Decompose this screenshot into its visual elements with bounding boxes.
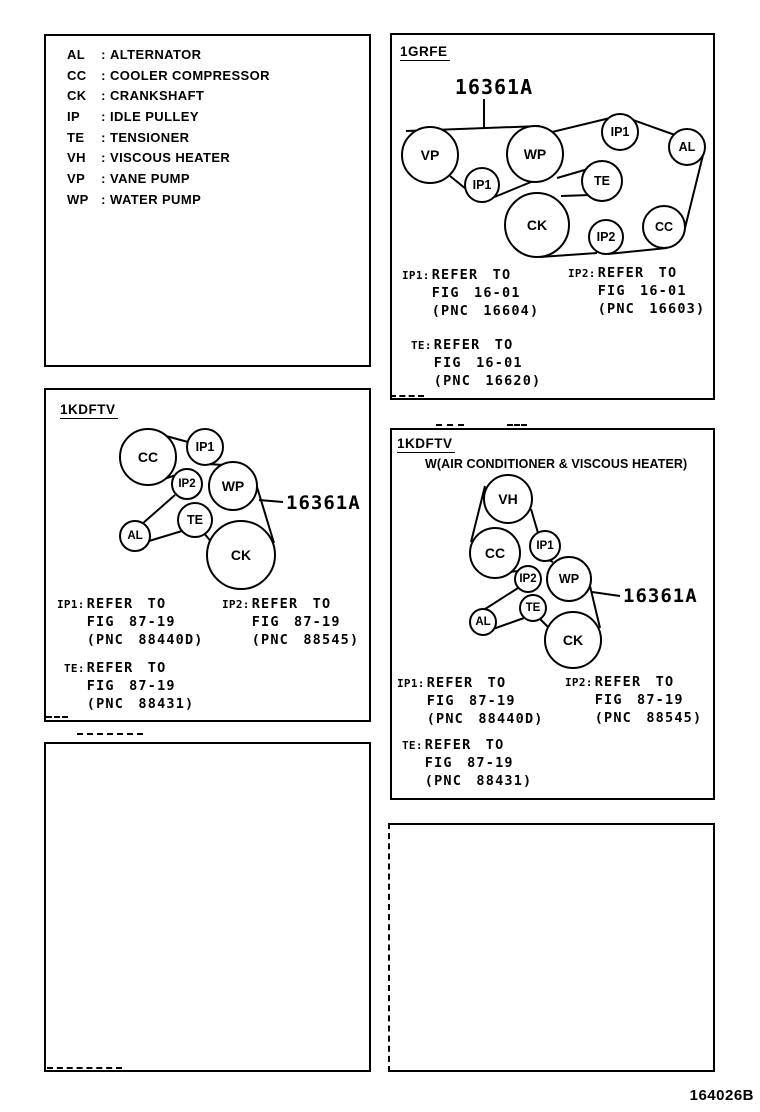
pulley-label: WP: [558, 572, 580, 586]
reference-lines: [434, 336, 542, 390]
pulley-label: IP1: [536, 540, 554, 552]
legend-row: [67, 106, 270, 127]
reference-line: REFER TO: [86, 596, 167, 612]
reference-prefix: IP1:: [57, 598, 85, 611]
scan-artifact-dash: [46, 716, 68, 718]
legend-separator: :: [101, 129, 106, 145]
engine-code-label: 1KDFTV: [60, 402, 116, 417]
reference-lines: [252, 595, 360, 649]
legend-row: [67, 168, 270, 189]
reference-lines: [87, 659, 195, 713]
part-leader-line: [592, 592, 620, 596]
part-number-label: 16361A: [623, 585, 698, 607]
reference-line: FIG 16-01: [431, 285, 521, 301]
belt-line: [561, 195, 590, 196]
reference-line: FIG 87-19: [424, 755, 514, 771]
reference-note: [57, 595, 204, 649]
belt-line: [149, 531, 182, 541]
legend-row: [67, 147, 270, 168]
reference-line: FIG 16-01: [433, 355, 523, 371]
reference-lines: [425, 736, 533, 790]
diagram-box-1kdftv-ac: [390, 428, 715, 800]
empty-panel: [388, 823, 715, 1072]
reference-lines: [427, 674, 544, 728]
part-number-label: 16361A: [286, 492, 361, 514]
page-code: 164026B: [689, 1087, 754, 1104]
pulley-label: IP2: [178, 478, 196, 490]
reference-lines: [87, 595, 204, 649]
reference-line: (PNC 16604): [431, 303, 540, 319]
pulley-label: AL: [127, 530, 143, 542]
reference-line: (PNC 88431): [86, 696, 195, 712]
reference-line: FIG 87-19: [251, 614, 341, 630]
reference-line: FIG 16-01: [597, 283, 687, 299]
reference-prefix: TE:: [402, 739, 423, 752]
legend-separator: :: [101, 108, 106, 124]
reference-line: (PNC 16603): [597, 301, 706, 317]
reference-line: FIG 87-19: [426, 693, 516, 709]
legend-desc: COOLER COMPRESSOR: [110, 67, 270, 83]
legend-row: [67, 44, 270, 65]
scan-artifact-dash: [436, 424, 464, 426]
reference-line: (PNC 88440D): [86, 632, 204, 648]
part-leader-line: [259, 500, 283, 502]
legend-row: [67, 127, 270, 148]
legend-abbr: WP: [67, 191, 89, 207]
reference-note: [64, 659, 194, 713]
reference-prefix: IP1:: [397, 677, 425, 690]
legend-abbr: VP: [67, 170, 86, 186]
pulley-label: TE: [525, 602, 541, 614]
reference-line: REFER TO: [594, 674, 675, 690]
belt-line: [482, 588, 518, 611]
legend-desc: CRANKSHAFT: [110, 88, 205, 104]
legend-list: [67, 44, 270, 210]
reference-line: FIG 87-19: [86, 614, 176, 630]
reference-line: (PNC 88440D): [426, 711, 544, 727]
reference-prefix: TE:: [411, 339, 432, 352]
belt-line: [633, 120, 675, 135]
legend-desc: WATER PUMP: [110, 191, 202, 207]
legend-desc: VISCOUS HEATER: [110, 150, 231, 166]
reference-prefix: IP1:: [402, 269, 430, 282]
legend-row: [67, 65, 270, 86]
pulley-label: WP: [523, 146, 547, 162]
belt-line: [493, 618, 524, 629]
engine-code-label: 1GRFE: [400, 44, 448, 59]
legend-separator: :: [101, 191, 106, 207]
pulley-label: AL: [678, 140, 696, 154]
reference-note: [397, 674, 544, 728]
legend-separator: :: [101, 67, 106, 83]
legend-abbr: AL: [67, 46, 86, 62]
legend-abbr: CK: [67, 88, 87, 104]
pulley-label: CK: [526, 217, 548, 233]
belt-line: [142, 495, 175, 524]
empty-panel: [44, 742, 371, 1072]
engine-code-label: 1KDFTV: [397, 436, 453, 451]
reference-line: (PNC 88545): [594, 710, 703, 726]
legend-desc: ALTERNATOR: [110, 46, 202, 62]
reference-line: (PNC 88545): [251, 632, 360, 648]
legend-row: [67, 189, 270, 210]
legend-box: [44, 34, 371, 367]
reference-line: (PNC 88431): [424, 773, 533, 789]
reference-line: REFER TO: [597, 265, 678, 281]
reference-line: REFER TO: [433, 337, 514, 353]
reference-line: REFER TO: [251, 596, 332, 612]
reference-line: FIG 87-19: [86, 678, 176, 694]
pulley-label: TE: [187, 513, 203, 527]
legend-separator: :: [101, 150, 106, 166]
reference-line: REFER TO: [424, 737, 505, 753]
scan-artifact-dash: [77, 733, 143, 735]
legend-separator: :: [101, 170, 106, 186]
legend-abbr: TE: [67, 129, 85, 145]
scan-artifact-dash: [390, 395, 424, 397]
reference-lines: [598, 264, 706, 318]
pulley-label: CC: [484, 545, 506, 561]
belt-diagram-1kdftv-ac: [392, 430, 713, 798]
reference-line: REFER TO: [86, 660, 167, 676]
legend-row: [67, 85, 270, 106]
legend-separator: :: [101, 46, 106, 62]
pulley-label: CK: [230, 547, 252, 563]
belt-diagram-1grfe: [392, 35, 713, 398]
diagram-box-1grfe: [390, 33, 715, 400]
reference-line: (PNC 16620): [433, 373, 542, 389]
part-number-label: 16361A: [454, 75, 534, 99]
reference-note: [222, 595, 359, 649]
reference-note: [568, 264, 705, 318]
belt-line: [450, 176, 466, 189]
pulley-label: VH: [498, 491, 518, 507]
reference-lines: [432, 266, 540, 320]
scan-artifact-dash: [507, 424, 527, 426]
legend-desc: TENSIONER: [110, 129, 190, 145]
legend-abbr: CC: [67, 67, 87, 83]
belt-diagram-1kdftv: [46, 390, 369, 720]
legend-abbr: IP: [67, 108, 81, 124]
reference-prefix: IP2:: [565, 676, 593, 689]
reference-line: FIG 87-19: [594, 692, 684, 708]
reference-note: [565, 673, 702, 727]
pulley-label: AL: [475, 616, 491, 628]
pulley-label: WP: [221, 478, 245, 494]
legend-desc: VANE PUMP: [110, 170, 190, 186]
pulley-label: CK: [562, 632, 584, 648]
pulley-label: VP: [420, 147, 440, 163]
reference-note: [402, 266, 539, 320]
pulley-label: IP1: [195, 440, 215, 454]
pulley-label: CC: [137, 449, 159, 465]
diagram-subtitle: W(AIR CONDITIONER & VISCOUS HEATER): [425, 457, 688, 471]
diagram-box-1kdftv: [44, 388, 371, 722]
scan-artifact-dash: [47, 1067, 122, 1069]
reference-line: REFER TO: [426, 675, 507, 691]
pulley-label: TE: [594, 174, 610, 188]
legend-abbr: VH: [67, 150, 86, 166]
legend-separator: :: [101, 88, 106, 104]
pulley-label: IP2: [596, 230, 616, 244]
reference-line: REFER TO: [431, 267, 512, 283]
pulley-label: IP2: [519, 573, 537, 585]
legend-desc: IDLE PULLEY: [110, 108, 199, 124]
reference-lines: [595, 673, 703, 727]
pulley-label: CC: [654, 220, 674, 234]
reference-note: [411, 336, 541, 390]
reference-prefix: IP2:: [222, 598, 250, 611]
pulley-label: IP1: [610, 125, 630, 139]
reference-prefix: IP2:: [568, 267, 596, 280]
reference-note: [402, 736, 532, 790]
reference-prefix: TE:: [64, 662, 85, 675]
belt-line: [531, 509, 538, 533]
pulley-label: IP1: [472, 178, 492, 192]
